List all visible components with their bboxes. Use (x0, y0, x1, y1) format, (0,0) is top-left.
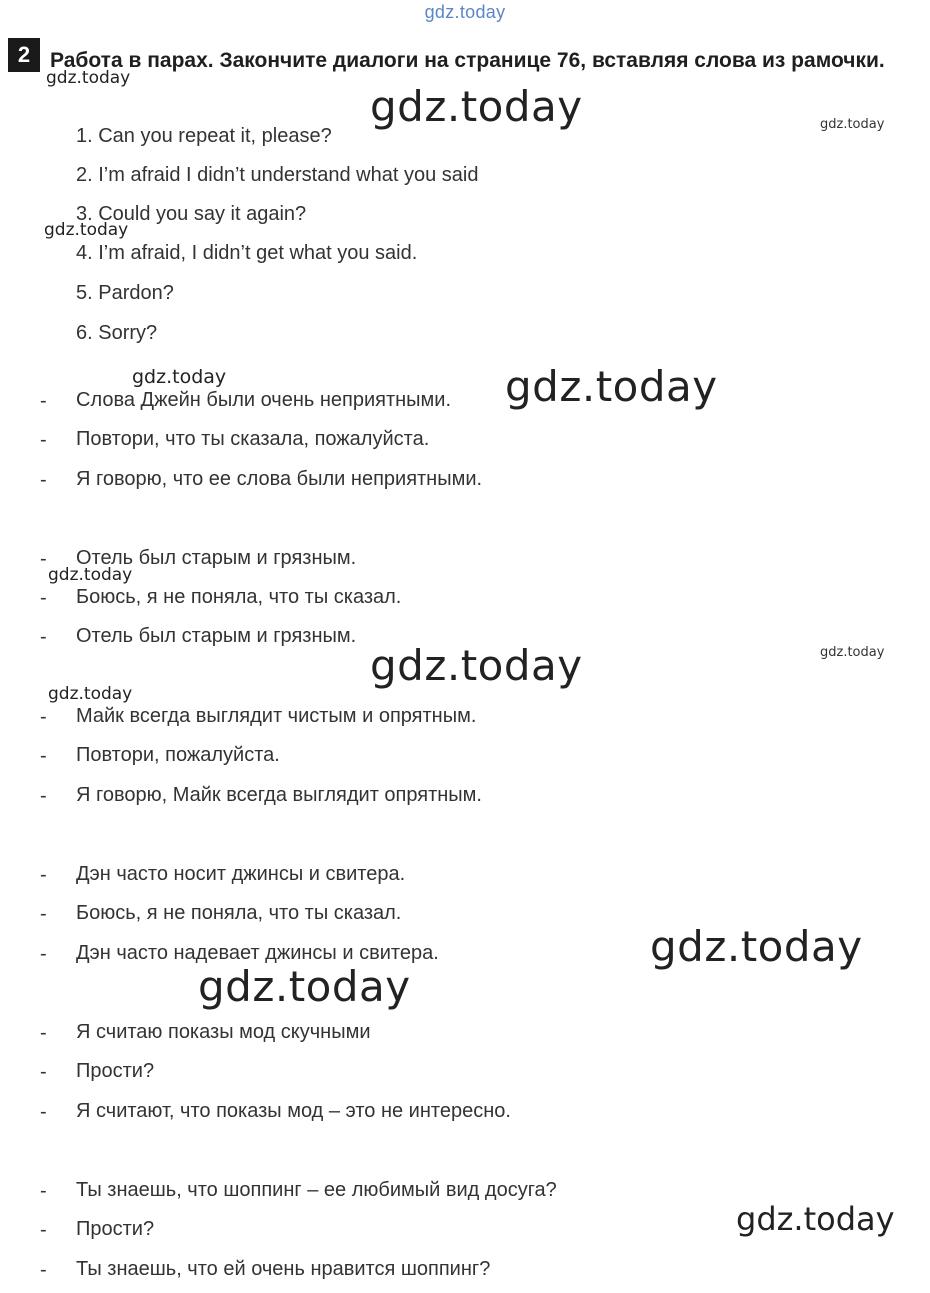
dialogue-dash: - (40, 1022, 47, 1044)
dialogue-dash: - (40, 864, 47, 886)
dialogue-line: Боюсь, я не поняла, что ты сказал. (76, 902, 402, 924)
phrase-item: 4. I’m afraid, I didn’t get what you said. (76, 242, 418, 264)
dialogue-line: Боюсь, я не поняла, что ты сказал. (76, 586, 402, 608)
dialogue-line: Повтори, пожалуйста. (76, 744, 280, 766)
dialogue-dash: - (40, 548, 47, 570)
phrase-item: 5. Pardon? (76, 282, 174, 304)
watermark: gdz.today (198, 962, 411, 1011)
phrase-item: 3. Could you say it again? (76, 203, 307, 225)
watermark: gdz.today (820, 645, 885, 660)
watermark: gdz.today (736, 1200, 895, 1238)
dialogue-line: Дэн часто надевает джинсы и свитера. (76, 942, 439, 964)
watermark: gdz.today (370, 641, 583, 690)
dialogue-line: Ты знаешь, что ей очень нравится шоппинг? (76, 1258, 491, 1280)
dialogue-dash: - (40, 785, 47, 807)
dialogue-line: Слова Джейн были очень неприятными. (76, 389, 452, 411)
dialogue-dash: - (40, 429, 47, 451)
watermark: gdz.today (132, 366, 227, 388)
dialogue-dash: - (40, 903, 47, 925)
task-instruction: Работа в парах. Закончите диалоги на странице 76, вставляя слова из рамочки. (50, 49, 885, 72)
watermark: gdz.today (46, 68, 131, 88)
watermark: gdz.today (650, 922, 863, 971)
dialogue-line: Прости? (76, 1218, 155, 1240)
watermark: gdz.today (370, 82, 583, 131)
dialogue-line: Отель был старым и грязным. (76, 547, 357, 569)
dialogue-dash: - (40, 706, 47, 728)
dialogue-line: Я говорю, Майк всегда выглядит опрятным. (76, 784, 482, 806)
dialogue-line: Прости? (76, 1060, 155, 1082)
dialogue-line: Дэн часто носит джинсы и свитера. (76, 863, 406, 885)
watermark: gdz.today (44, 220, 129, 240)
dialogue-dash: - (40, 469, 47, 491)
watermark: gdz.today (820, 117, 885, 132)
dialogue-dash: - (40, 587, 47, 609)
watermark: gdz.today (505, 362, 718, 411)
phrase-item: 1. Can you repeat it, please? (76, 125, 332, 147)
watermark: gdz.today (48, 565, 133, 585)
dialogue-line: Повтори, что ты сказала, пожалуйста. (76, 428, 430, 450)
dialogue-line: Отель был старым и грязным. (76, 625, 357, 647)
dialogue-dash: - (40, 1259, 47, 1281)
dialogue-line: Ты знаешь, что шоппинг – ее любимый вид досуга? (76, 1179, 557, 1201)
dialogue-line: Я считаю показы мод скучными (76, 1021, 371, 1043)
dialogue-dash: - (40, 1061, 47, 1083)
top-watermark: gdz.today (424, 2, 506, 22)
dialogue-dash: - (40, 943, 47, 965)
dialogue-dash: - (40, 1219, 47, 1241)
dialogue-dash: - (40, 745, 47, 767)
dialogue-line: Майк всегда выглядит чистым и опрятным. (76, 705, 477, 727)
dialogue-dash: - (40, 390, 47, 412)
phrase-item: 6. Sorry? (76, 322, 158, 344)
dialogue-dash: - (40, 1180, 47, 1202)
dialogue-line: Я говорю, что ее слова были неприятными. (76, 468, 483, 490)
dialogue-line: Я считают, что показы мод – это не интересно. (76, 1100, 511, 1122)
phrase-item: 2. I’m afraid I didn’t understand what you said (76, 164, 479, 186)
task-number-badge: 2 (8, 38, 40, 72)
dialogue-dash: - (40, 1101, 47, 1123)
dialogue-dash: - (40, 626, 47, 648)
watermark: gdz.today (48, 684, 133, 704)
